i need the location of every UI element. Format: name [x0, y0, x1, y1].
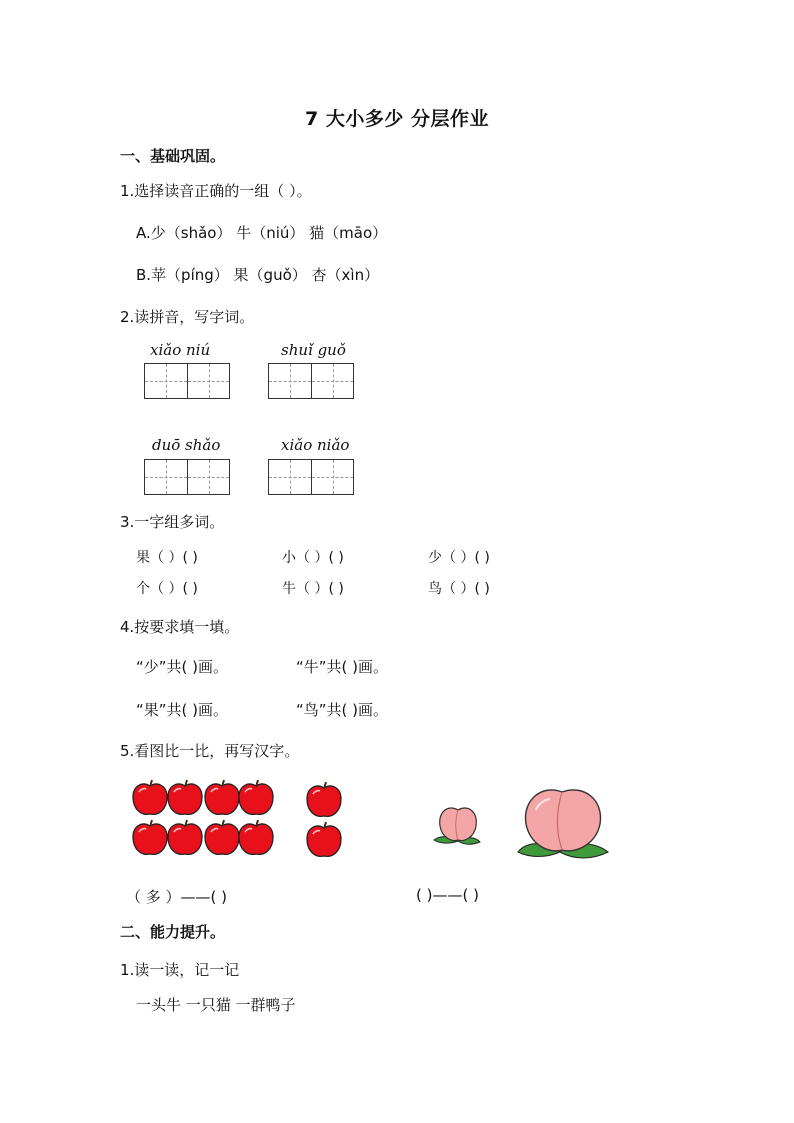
grid-cell[interactable] [311, 460, 353, 494]
apple-icon [239, 820, 273, 854]
q5-left-answer: （ 多 ）——( ) [126, 888, 228, 906]
section-improve: 二、能力提升。 [120, 923, 226, 941]
writing-grid-1[interactable] [144, 363, 230, 399]
q3-item: 牛（ ）( ) [282, 581, 344, 597]
apple-icon [307, 822, 341, 856]
apple-icon [168, 780, 202, 814]
grid-cell[interactable] [269, 460, 311, 494]
q5-right-answer: ( )——( ) [416, 886, 479, 904]
apple-icon [168, 820, 202, 854]
grid-cell[interactable] [145, 460, 187, 494]
apple-icon [133, 820, 167, 854]
question-1-label: 1.选择读音正确的一组（ ）。 [120, 182, 312, 200]
apple-icon [133, 780, 167, 814]
pinyin-3: duō shǎo [152, 436, 221, 454]
option-a: A.少（shǎo） 牛（niú） 猫（māo） [136, 224, 388, 242]
grid-cell[interactable] [145, 364, 187, 398]
grid-cell[interactable] [187, 364, 229, 398]
writing-grid-2[interactable] [268, 363, 354, 399]
apple-icon [205, 780, 239, 814]
pinyin-2: shuǐ guǒ [281, 341, 346, 359]
section-basic: 一、基础巩固。 [120, 147, 226, 165]
q4-item: “牛”共( )画。 [296, 658, 389, 676]
small-peach-icon [434, 808, 480, 844]
q3-item: 个（ ）( ) [136, 581, 198, 597]
page-title: 7 大小多少 分层作业 [305, 108, 489, 130]
part2-question-1-text: 一头牛 一只猫 一群鸭子 [136, 996, 296, 1014]
q3-row-2 [136, 578, 490, 598]
q3-item: 果（ ）( ) [136, 550, 198, 566]
apples-illustration [124, 772, 354, 864]
q4-item: “鸟”共( )画。 [296, 701, 389, 719]
question-4-label: 4.按要求填一填。 [120, 618, 240, 636]
q4-item: “果”共( )画。 [136, 701, 229, 719]
question-5-label: 5.看图比一比，再写汉字。 [120, 742, 300, 760]
apple-icon [239, 780, 273, 814]
q3-row-1 [136, 547, 490, 567]
apple-icon [307, 782, 341, 816]
grid-cell[interactable] [311, 364, 353, 398]
q3-item: 小（ ）( ) [282, 550, 344, 566]
large-peach-icon [518, 790, 608, 858]
grid-cell[interactable] [269, 364, 311, 398]
part2-question-1-label: 1.读一读，记一记 [120, 961, 240, 979]
q3-item: 少（ ）( ) [428, 550, 490, 566]
writing-grid-4[interactable] [268, 459, 354, 495]
peaches-illustration [428, 782, 618, 864]
question-2-label: 2.读拼音，写字词。 [120, 308, 255, 326]
writing-grid-3[interactable] [144, 459, 230, 495]
apple-icon [205, 820, 239, 854]
option-b: B.苹（píng） 果（guǒ） 杏（xìn） [136, 266, 380, 284]
q4-item: “少”共( )画。 [136, 658, 229, 676]
question-3-label: 3.一字组多词。 [120, 513, 225, 531]
q3-item: 鸟（ ）( ) [428, 581, 490, 597]
grid-cell[interactable] [187, 460, 229, 494]
pinyin-4: xiǎo niǎo [281, 436, 350, 454]
pinyin-1: xiǎo niú [150, 341, 211, 359]
